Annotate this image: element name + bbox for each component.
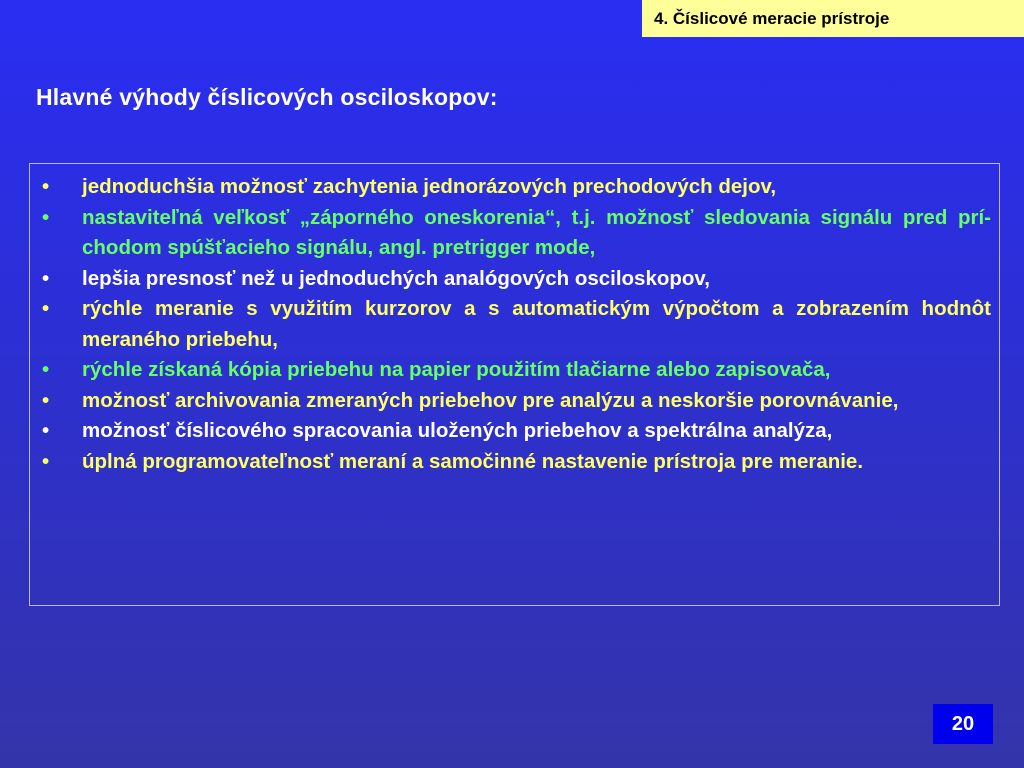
list-item bbox=[38, 264, 991, 295]
list-item-text: možnosť číslicového spracovania uložených priebehov a spektrálna analýza, bbox=[82, 419, 833, 442]
list-item-text: nastaviteľná veľkosť „záporného oneskorenia“, t.j. možnosť sledovania signálu pred prí-chodom spúšťacieho signálu, angl. pretrigger mode, bbox=[82, 205, 991, 259]
bullet-icon: • bbox=[42, 205, 50, 229]
bullet-icon: • bbox=[42, 449, 50, 473]
list-item-text: možnosť archivovania zmeraných priebehov pre analýzu a neskoršie porovnávanie, bbox=[82, 388, 899, 412]
bullet-icon: • bbox=[42, 266, 50, 290]
list-item-text: rýchle získaná kópia priebehu na papier použitím tlačiarne alebo zapisovača, bbox=[82, 358, 831, 381]
list-item-text: jednoduchšia možnosť zachytenia jednorázových prechodových dejov, bbox=[82, 175, 777, 198]
list-item bbox=[38, 447, 991, 478]
list-item bbox=[38, 355, 991, 386]
list-item bbox=[38, 203, 991, 264]
list-item bbox=[38, 294, 991, 355]
list-item-text: lepšia presnosť než u jednoduchých analógových osciloskopov, bbox=[82, 266, 711, 290]
list-item bbox=[38, 386, 991, 417]
list-item bbox=[38, 172, 991, 203]
page-number: 20 bbox=[933, 704, 993, 744]
advantages-list bbox=[38, 172, 991, 477]
list-item bbox=[38, 416, 991, 447]
bullet-icon: • bbox=[42, 388, 50, 412]
list-item-text: úplná programovateľnosť meraní a samočinné nastavenie prístroja pre meranie. bbox=[82, 449, 864, 473]
bullet-icon: • bbox=[42, 419, 50, 442]
list-item-text: rýchle meranie s využitím kurzorov a s automatickým výpočtom a zobrazením hodnôt meraného priebehu, bbox=[82, 297, 991, 351]
bullet-icon: • bbox=[42, 297, 50, 320]
slide-title: Hlavné výhody číslicových osciloskopov: bbox=[36, 84, 498, 110]
advantages-box bbox=[29, 163, 1000, 606]
bullet-icon: • bbox=[42, 358, 50, 381]
chapter-header: 4. Číslicové meracie prístroje bbox=[642, 0, 1024, 37]
bullet-icon: • bbox=[42, 175, 50, 198]
